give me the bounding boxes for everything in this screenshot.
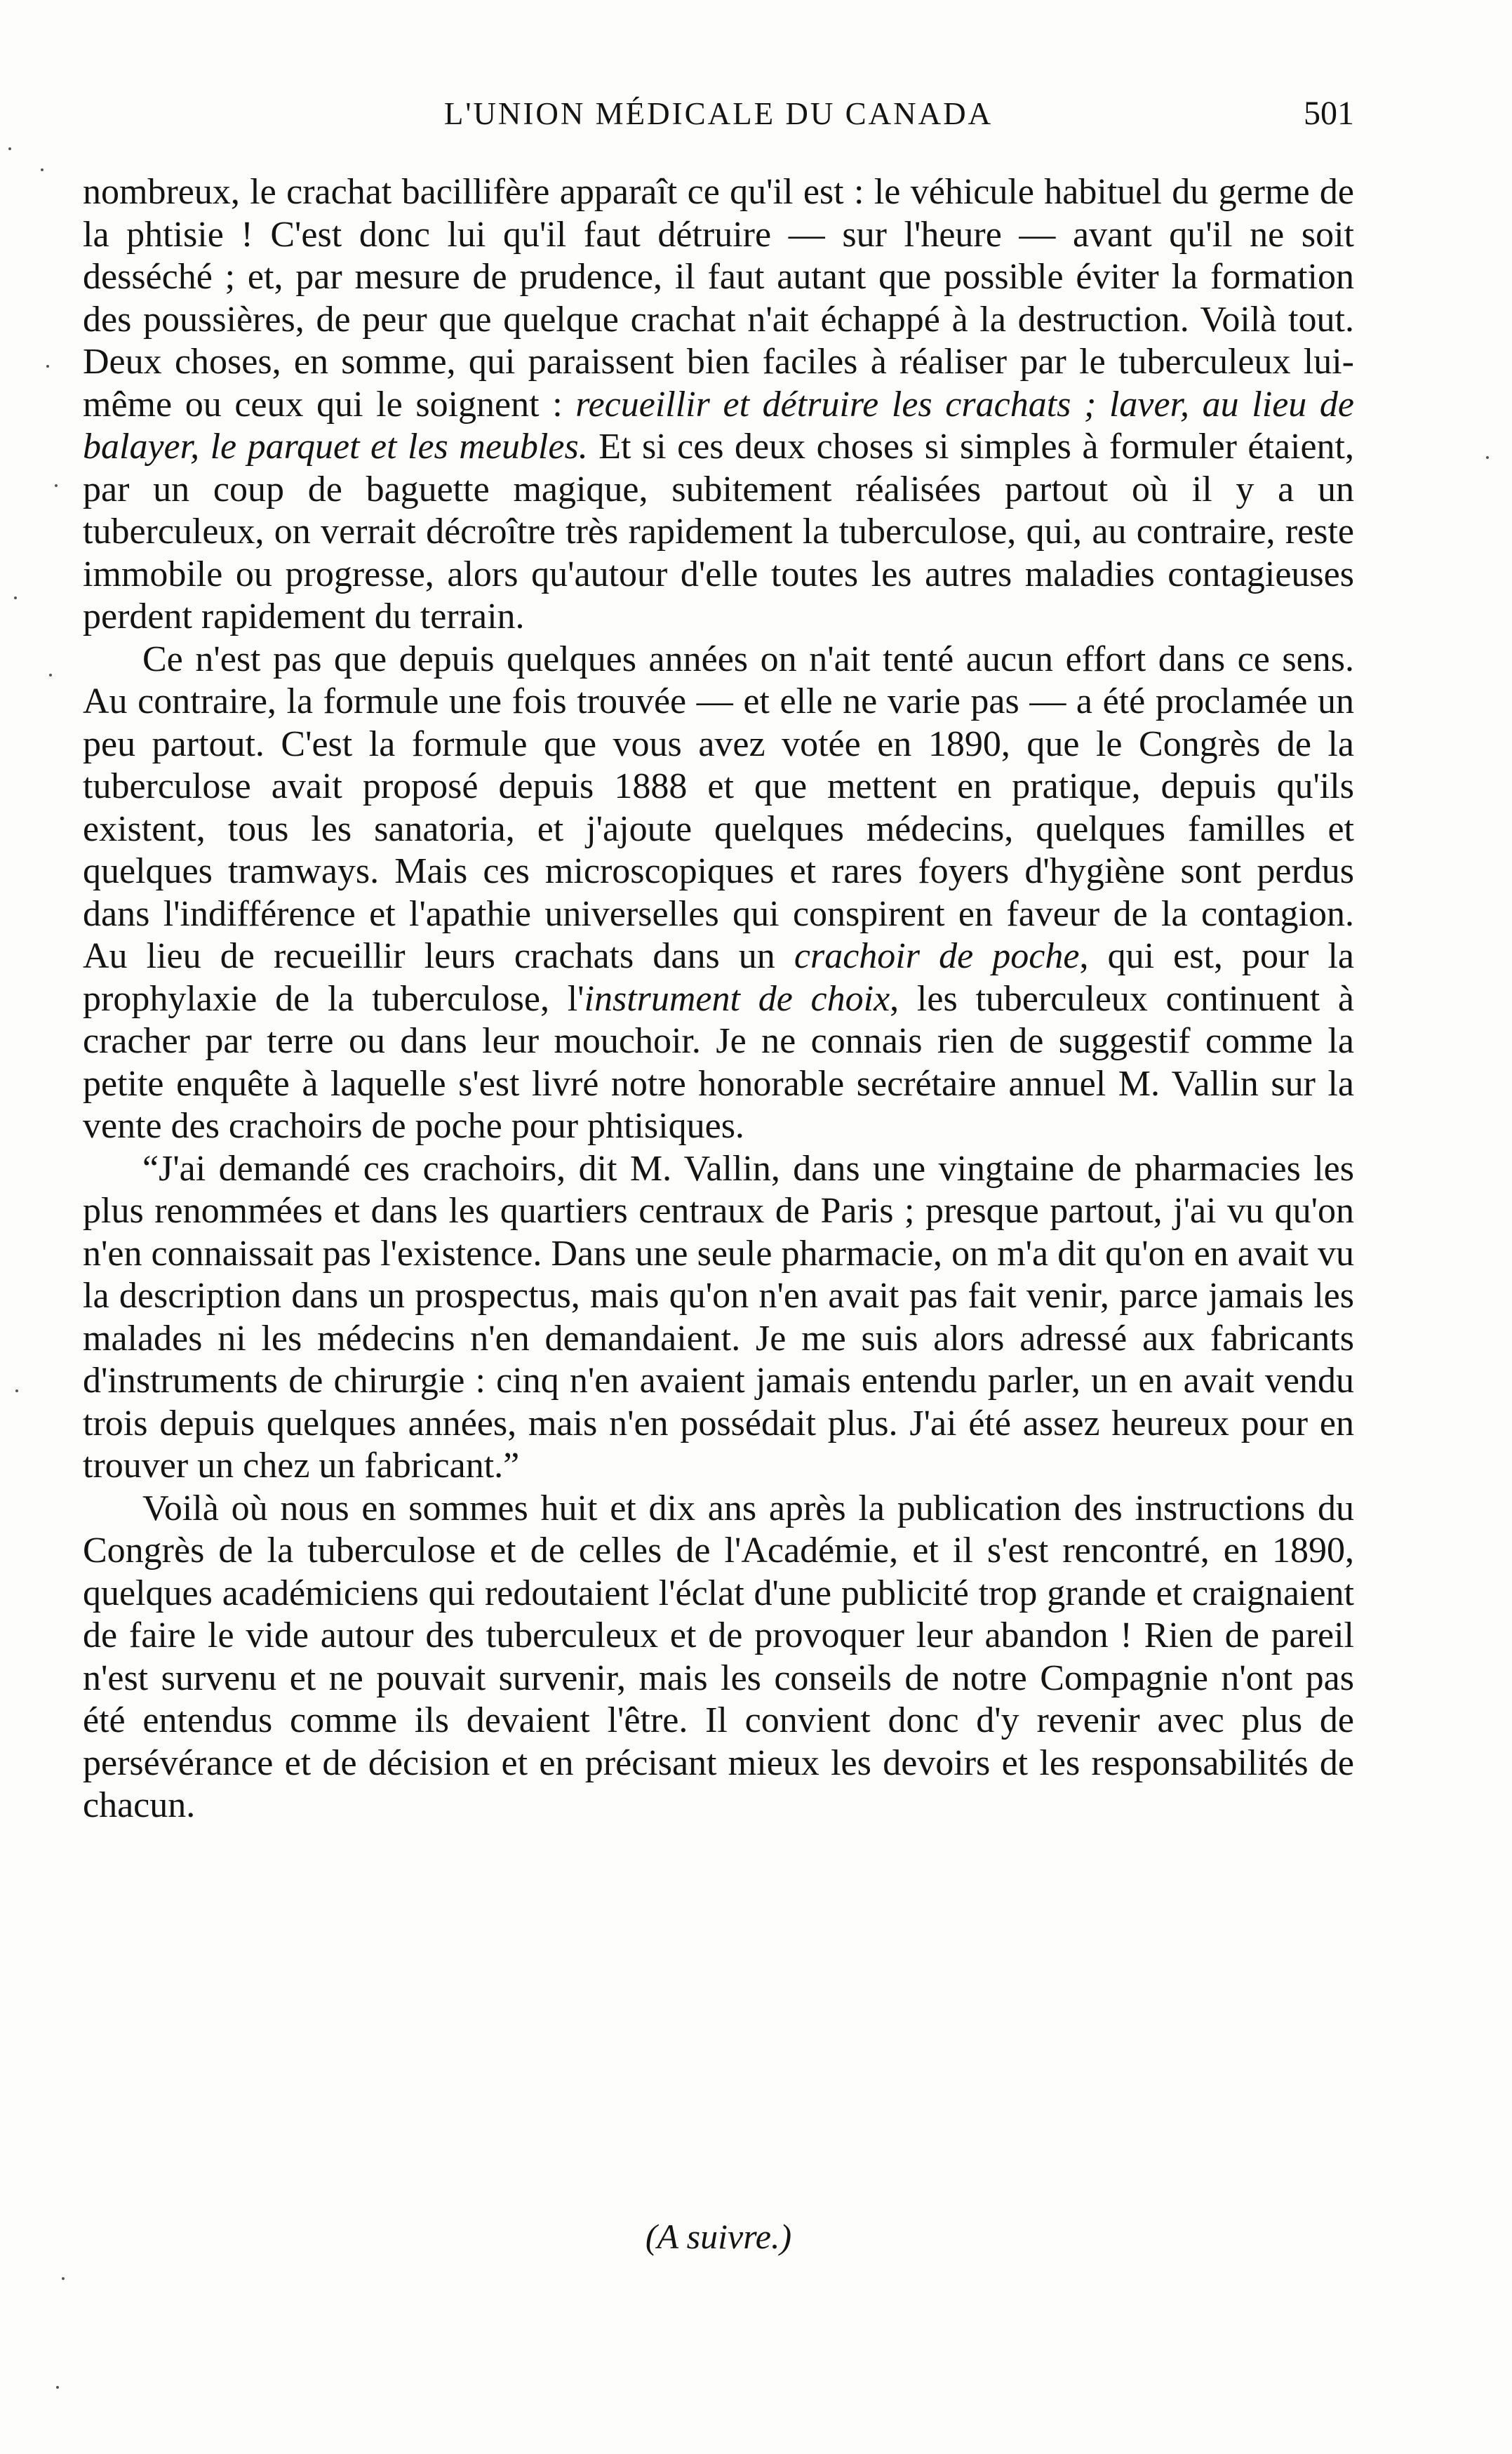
italic-segment: recueillir et détruire les crachats ; laver, au lieu de balayer, le parquet et les meubles. [83,384,1354,467]
scan-speck [15,1389,18,1392]
text-segment: , les tuberculeux continuent à cracher par terre ou dans leur mouchoir. Je ne connais rien de suggestif comme la petite enquête à laquelle s'est livré notre honorable secrétaire annuel M. Vallin sur la vente des crachoirs de poche pour phtisiques. [83,978,1354,1146]
scan-speck [49,674,52,676]
scan-speck [56,2386,59,2389]
paragraph-3-quote [83,1148,1354,1488]
continuation-text: (A suivre.) [645,2217,792,2256]
scan-speck [1486,456,1489,459]
text-segment: Voilà où nous en sommes huit et dix ans après la publication des instructions du Congrès de la tuberculose et de celles de l'Académie, et il s'est rencontré, en 1890, quelques académiciens qui redoutaient l'éclat d'une publicité trop grande et craignaient de faire le vide autour des tuberculeux et de provoquer leur abandon ! Rien de pareil n'est survenu et ne pouvait survenir, mais les conseils de notre Compagnie n'ont pas été entendus comme ils devaient l'être. Il convient donc d'y revenir avec plus de persévérance et de décision et en précisant mieux les devoirs et les responsabilités de chacun. [83,1488,1354,1825]
running-header [83,93,1354,135]
scan-speck [62,2277,65,2280]
continuation-note [83,2215,1354,2258]
text-segment: “J'ai demandé ces crachoirs, dit M. Vallin, dans une vingtaine de pharmacies les plus renommées et dans les quartiers centraux de Paris ; presque partout, j'ai vu qu'on n'en connaissait pas l'existence. Dans une seule pharmacie, on m'a dit qu'on en avait vu la description dans un prospectus, mais qu'on n'en avait pas fait venir, parce jamais les malades ni les médecins n'en demandaient. Je me suis alors adressé aux fabricants d'instruments de chirurgie : cinq n'en avaient jamais entendu parler, un en avait vendu trois depuis quelques années, mais n'en possédait plus. J'ai été assez heureux pour en trouver un chez un fabricant.” [83,1148,1354,1486]
paragraph-4 [83,1488,1354,1827]
paragraph-2 [83,639,1354,1148]
text-segment: , qui est, pour la prophylaxie de la tuberculose, l' [83,936,1354,1019]
article-body [83,171,1354,1827]
text-segment: nombreux, le crachat bacillifère apparaît ce qu'il est : le véhicule habituel du germe de la phtisie ! C'est donc lui qu'il faut détruire — sur l'heure — avant qu'il ne soit desséché ; et, par mesure de prudence, il faut autant que possible éviter la formation des poussières, de peur que quelque crachat n'ait échappé à la destruction. Voilà tout. Deux choses, en somme, qui paraissent bien faciles à réaliser par le tuberculeux lui-même ou ceux qui le soignent : [83,172,1354,425]
scan-speck [55,484,58,487]
italic-segment: crachoir de poche [794,936,1080,976]
paragraph-1 [83,171,1354,639]
italic-segment: instrument de choix [584,978,890,1019]
scan-speck [41,168,44,171]
journal-title: L'UNION MÉDICALE DU CANADA [443,96,993,131]
scan-speck [8,147,11,150]
text-segment: Et si ces deux choses si simples à formuler étaient, par un coup de baguette magique, subitement réalisées partout où il y a un tuberculeux, on verrait décroître très rapidement la tuberculose, qui, au contraire, reste immobile ou progresse, alors qu'autour d'elle toutes les autres maladies contagieuses perdent rapidement du terrain. [83,427,1354,636]
page-number: 501 [1304,95,1354,132]
scan-speck [14,596,17,599]
scan-speck [46,365,49,368]
text-segment: Ce n'est pas que depuis quelques années on n'ait tenté aucun effort dans ce sens. Au contraire, la formule une fois trouvée — et elle ne varie pas — a été proclamée un peu partout. C'est la formule que vous avez votée en 1890, que le Congrès de la tuberculose avait proposé depuis 1888 et que mettent en pratique, depuis qu'ils existent, tous les sanatoria, et j'ajoute quelques médecins, quelques familles et quelques tramways. Mais ces microscopiques et rares foyers d'hygiène sont perdus dans l'indifférence et l'apathie universelles qui conspirent en faveur de la contagion. Au lieu de recueillir leurs crachats dans un [83,639,1354,976]
